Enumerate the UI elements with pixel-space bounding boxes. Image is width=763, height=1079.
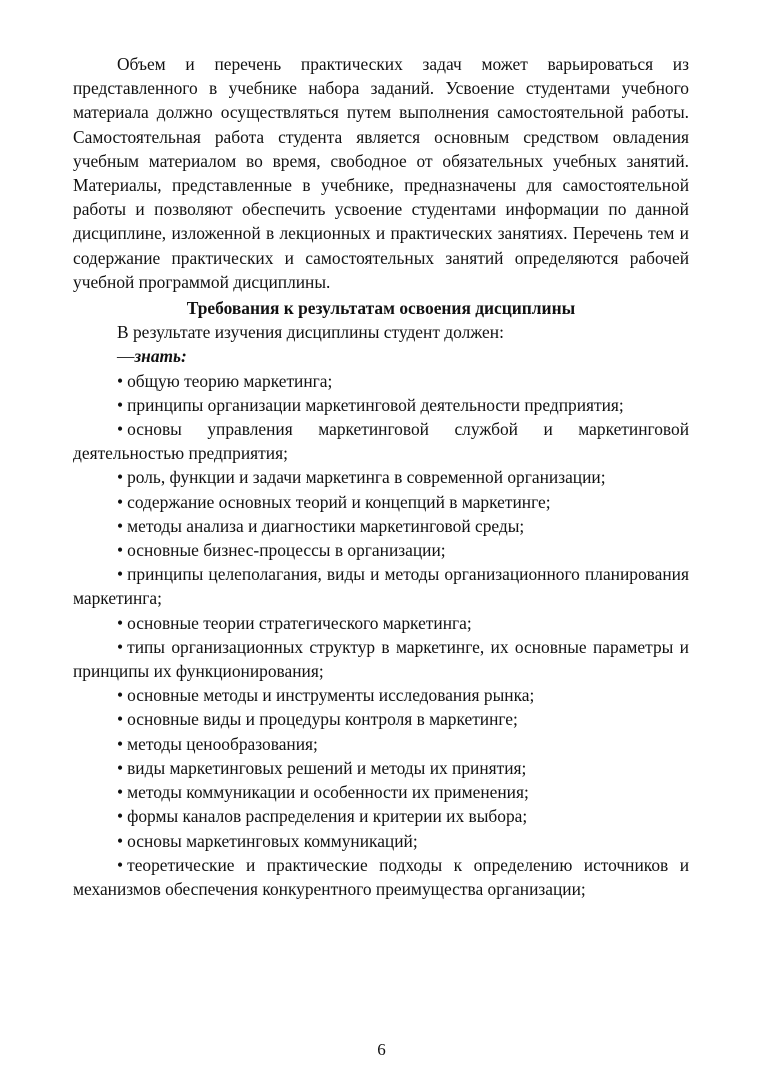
list-item-text: принципы организации маркетинговой деятельности предприятия; [127,394,624,415]
bullet-icon: • [117,782,124,803]
list-item [73,562,689,610]
list-item-text: роль, функции и задачи маркетинга в современной организации; [127,467,606,488]
bullet-icon: • [117,757,124,778]
list-item-text: основы управления маркетинговой службой и маркетинговой деятельностью предприятия; [73,419,689,464]
bullet-icon: • [117,685,124,706]
list-item [73,829,689,853]
list-item-text: формы каналов распределения и критерии их выбора; [127,806,528,827]
list-item [73,756,689,780]
list-item-text: содержание основных теорий и концепций в маркетинге; [127,491,551,512]
list-item-text: методы коммуникации и особенности их применения; [127,782,529,803]
list-item-text: основные бизнес-процессы в организации; [127,540,446,561]
list-item [73,465,689,489]
intro-paragraph: Объем и перечень практических задач может варьироваться из представленного в учебнике набора заданий. Усвоение студентами учебного материала должно осуществляться путем выполнения самостоятельной работы. Самостоятельная работа студента является основным средством овладения учебным материалом во время, свободное от обязательных учебных занятий. Материалы, представленные в учебнике, предназначены для самостоятельной работы и позволяют обеспечить усвоение студентами информации по данной дисциплине, изложенной в лекционных и практических занятиях. Перечень тем и содержание практических и самостоятельных занятий определяются рабочей учебной программой дисциплины. [73,54,689,292]
bullet-icon: • [117,540,124,561]
bullet-icon: • [117,491,124,512]
list-item [73,538,689,562]
bullet-icon: • [117,854,124,875]
bullet-icon: • [117,636,124,657]
list-item [73,635,689,683]
list-item [73,611,689,635]
page-number: 6 [377,1040,386,1059]
section-heading: Требования к результатам освоения дисциплины [186,298,576,319]
dash-mark: — [117,346,135,367]
know-label-line [73,344,689,368]
page-body [73,52,689,901]
list-item-text: основы маркетинговых коммуникаций; [127,830,418,851]
list-item [73,732,689,756]
list-item-text: основные теории стратегического маркетинга; [127,612,472,633]
list-item [73,707,689,731]
list-item-text: методы ценообразования; [127,733,318,754]
bullet-icon: • [117,733,124,754]
lead-in-text: В результате изучения дисциплины студент должен: [117,322,504,343]
requirements-list [73,369,689,901]
bullet-icon: • [117,612,124,633]
bullet-icon: • [117,564,124,585]
bullet-icon: • [117,515,124,536]
know-label: знать: [134,346,187,367]
list-item-text: основные методы и инструменты исследования рынка; [127,685,535,706]
list-item [73,804,689,828]
bullet-icon: • [117,419,124,440]
list-item [73,393,689,417]
bullet-icon: • [117,467,124,488]
list-item-text: общую теорию маркетинга; [127,370,333,391]
bullet-icon: • [117,370,124,391]
list-item-text: основные виды и процедуры контроля в маркетинге; [127,709,518,730]
list-item-text: виды маркетинговых решений и методы их принятия; [127,757,527,778]
bullet-icon: • [117,830,124,851]
list-item-text: методы анализа и диагностики маркетинговой среды; [127,515,525,536]
list-item [73,369,689,393]
list-item-text: теоретические и практические подходы к определению источников и механизмов обеспечения конкурентного преимущества организации; [73,854,689,899]
bullet-icon: • [117,806,124,827]
list-item [73,683,689,707]
list-item-text: типы организационных структур в маркетинге, их основные параметры и принципы их функционирования; [73,636,689,682]
list-item [73,853,689,901]
list-item [73,780,689,804]
list-item [73,490,689,514]
bullet-icon: • [117,394,124,415]
list-item-text: принципы целеполагания, виды и методы организационного планирования маркетинга; [73,564,689,609]
bullet-icon: • [117,709,124,730]
list-item [73,514,689,538]
list-item [73,417,689,465]
